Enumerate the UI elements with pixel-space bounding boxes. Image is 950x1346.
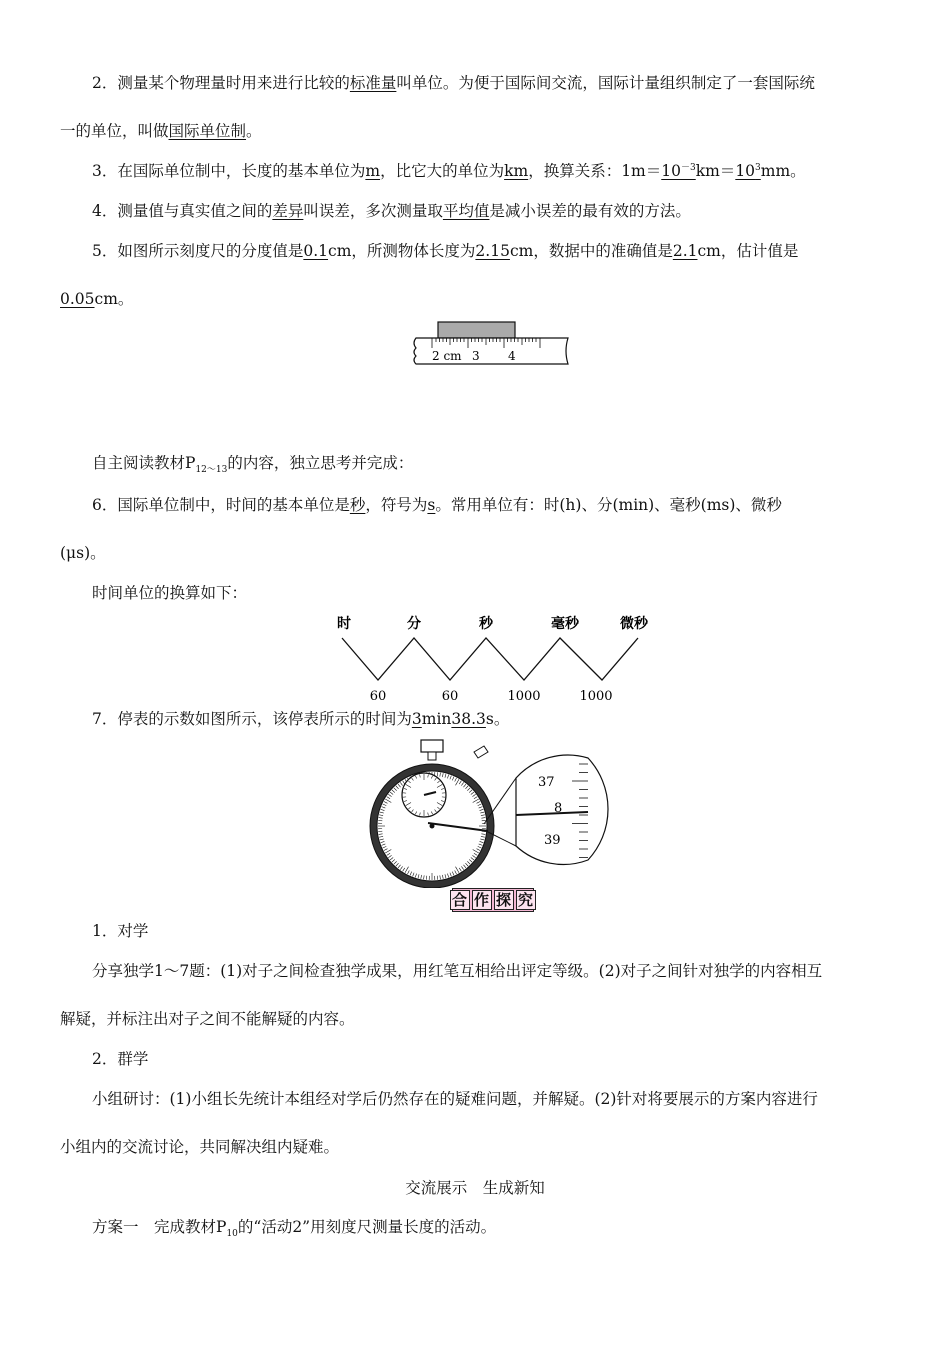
text: 小组内的交流讨论，共同解决组内疑难。 [60,1138,340,1156]
text: 是减小误差的最有效的方法。 [489,202,691,220]
answer-blank: 0.1 [303,242,329,260]
stopwatch-stem [428,752,436,760]
factor-label: 1000 [579,689,613,704]
q6-line2 [60,542,106,564]
page-number: 10 [226,1229,238,1240]
badge-char: 究 [518,891,535,909]
answer-blank [661,162,695,180]
ruler-label: 2 cm [432,349,462,363]
section-badge [452,888,534,912]
text: 时间单位的换算如下： [92,584,248,602]
text: 解疑，并标注出对子之间不能解疑的内容。 [60,1010,355,1028]
exponent: 3 [755,162,761,173]
text: 的“活动2”用刻度尺测量长度的活动。 [237,1218,497,1236]
section-2-line1 [92,1088,818,1110]
answer-blank: 38.3 [451,710,486,728]
text: 自主阅读教材P [92,454,196,472]
ruler-label: 4 [508,349,516,363]
text: 2．群学 [92,1050,149,1068]
measured-object [438,322,515,338]
text: ，比它大的单位为 [380,162,505,180]
answer-blank [735,162,760,180]
q6-line1 [92,494,782,516]
time-conversion-diagram [320,610,670,710]
text: 3．在国际单位制中，长度的基本单位为 [92,162,366,180]
text: 的内容，独立思考并完成： [227,454,414,472]
ruler-figure [408,318,576,368]
q7-line [92,708,509,730]
unit-microsecond: 微秒 [620,616,648,632]
reading-instruction [92,452,413,474]
text: 小组研讨：(1)小组长先统计本组经对学后仍然存在的疑难问题，并解疑。(2)针对将要展示的方案内容进行 [92,1090,818,1108]
answer-blank: 0.05 [60,290,95,308]
badge-char: 作 [473,891,490,909]
section-1-line2 [60,1008,355,1030]
unit-hour: 时 [337,616,351,632]
text: 叫单位。为便于国际间交流，国际计量组织制定了一套国际统 [396,74,815,92]
text: cm，所测物体长度为 [328,242,476,260]
q4-line [92,200,691,222]
badge-char: 探 [496,891,513,909]
answer-blank: 2.1 [672,242,698,260]
text: s。 [485,710,510,728]
text: min [421,710,452,728]
text: ，符号为 [365,496,428,514]
zoom-label: 37 [538,775,555,790]
plan-one [92,1216,496,1238]
text: 方案一 完成教材P [92,1218,227,1236]
unit-millisecond: 毫秒 [551,616,579,632]
text: 7．停表的示数如图所示，该停表所示的时间为 [92,710,412,728]
answer-blank: 国际单位制 [168,122,247,140]
text: (μs)。 [60,544,106,562]
text: 分享独学1～7题：(1)对子之间检查独学成果，用红笔互相给出评定等级。(2)对子之间针对独学的内容相互 [92,962,823,980]
section-1-title [92,920,148,942]
factor-label: 60 [441,689,459,704]
answer-blank: 平均值 [442,202,490,220]
answer-blank: 标准量 [349,74,397,92]
text: 6．国际单位制中，时间的基本单位是 [92,496,350,514]
unit-second: 秒 [479,616,493,632]
text: km＝ [695,162,736,180]
text: 5．如图所示刻度尺的分度值是 [92,242,304,260]
text: 一的单位，叫做 [60,122,169,140]
text: cm，数据中的准确值是 [509,242,673,260]
text: 1．对学 [92,922,149,940]
text: 10 [661,162,681,180]
stopwatch-figure [366,738,622,888]
stopwatch-crown [421,740,443,752]
factor-label: 60 [369,689,387,704]
text: 。常用单位有：时(h)、分(min)、毫秒(ms)、微秒 [435,496,782,514]
answer-blank: 秒 [349,496,366,514]
text: cm，估计值是 [697,242,799,260]
conversion-title [92,582,247,604]
center-pin [430,824,435,829]
q5-line2 [60,288,133,310]
section-2-title [92,1048,148,1070]
text: 4．测量值与真实值之间的 [92,202,273,220]
q3-line [92,160,806,182]
answer-blank: 3 [411,710,422,728]
stopwatch-side-button [474,746,488,758]
text: 10 [735,162,756,180]
unit-minute: 分 [407,616,421,632]
text: ，换算关系：1m＝ [528,162,662,180]
q5-line1 [92,240,798,262]
answer-blank: m [365,162,381,180]
text: cm。 [94,290,134,308]
factor-label: 1000 [507,689,541,704]
answer-blank: 差异 [272,202,304,220]
page-range: 12～13 [195,465,228,476]
answer-blank: s [427,496,436,514]
text: 。 [246,122,262,140]
section-2-line2 [60,1136,339,1158]
zoom-label: 8 [554,801,563,816]
exponent: －3 [680,162,696,173]
text: mm。 [760,162,806,180]
zigzag-line [342,638,638,680]
answer-blank: 2.15 [475,242,510,260]
ruler-label: 3 [472,349,480,363]
section-1-line1 [92,960,822,982]
q2-line1 [92,72,815,94]
text: 叫误差，多次测量取 [303,202,443,220]
text: 2．测量某个物理量时用来进行比较的 [92,74,350,92]
section-heading: 交流展示 生成新知 [405,1179,545,1197]
badge-char: 合 [451,891,468,909]
zoom-label: 39 [544,833,561,848]
q2-line2 [60,120,262,142]
answer-blank: km [504,162,529,180]
